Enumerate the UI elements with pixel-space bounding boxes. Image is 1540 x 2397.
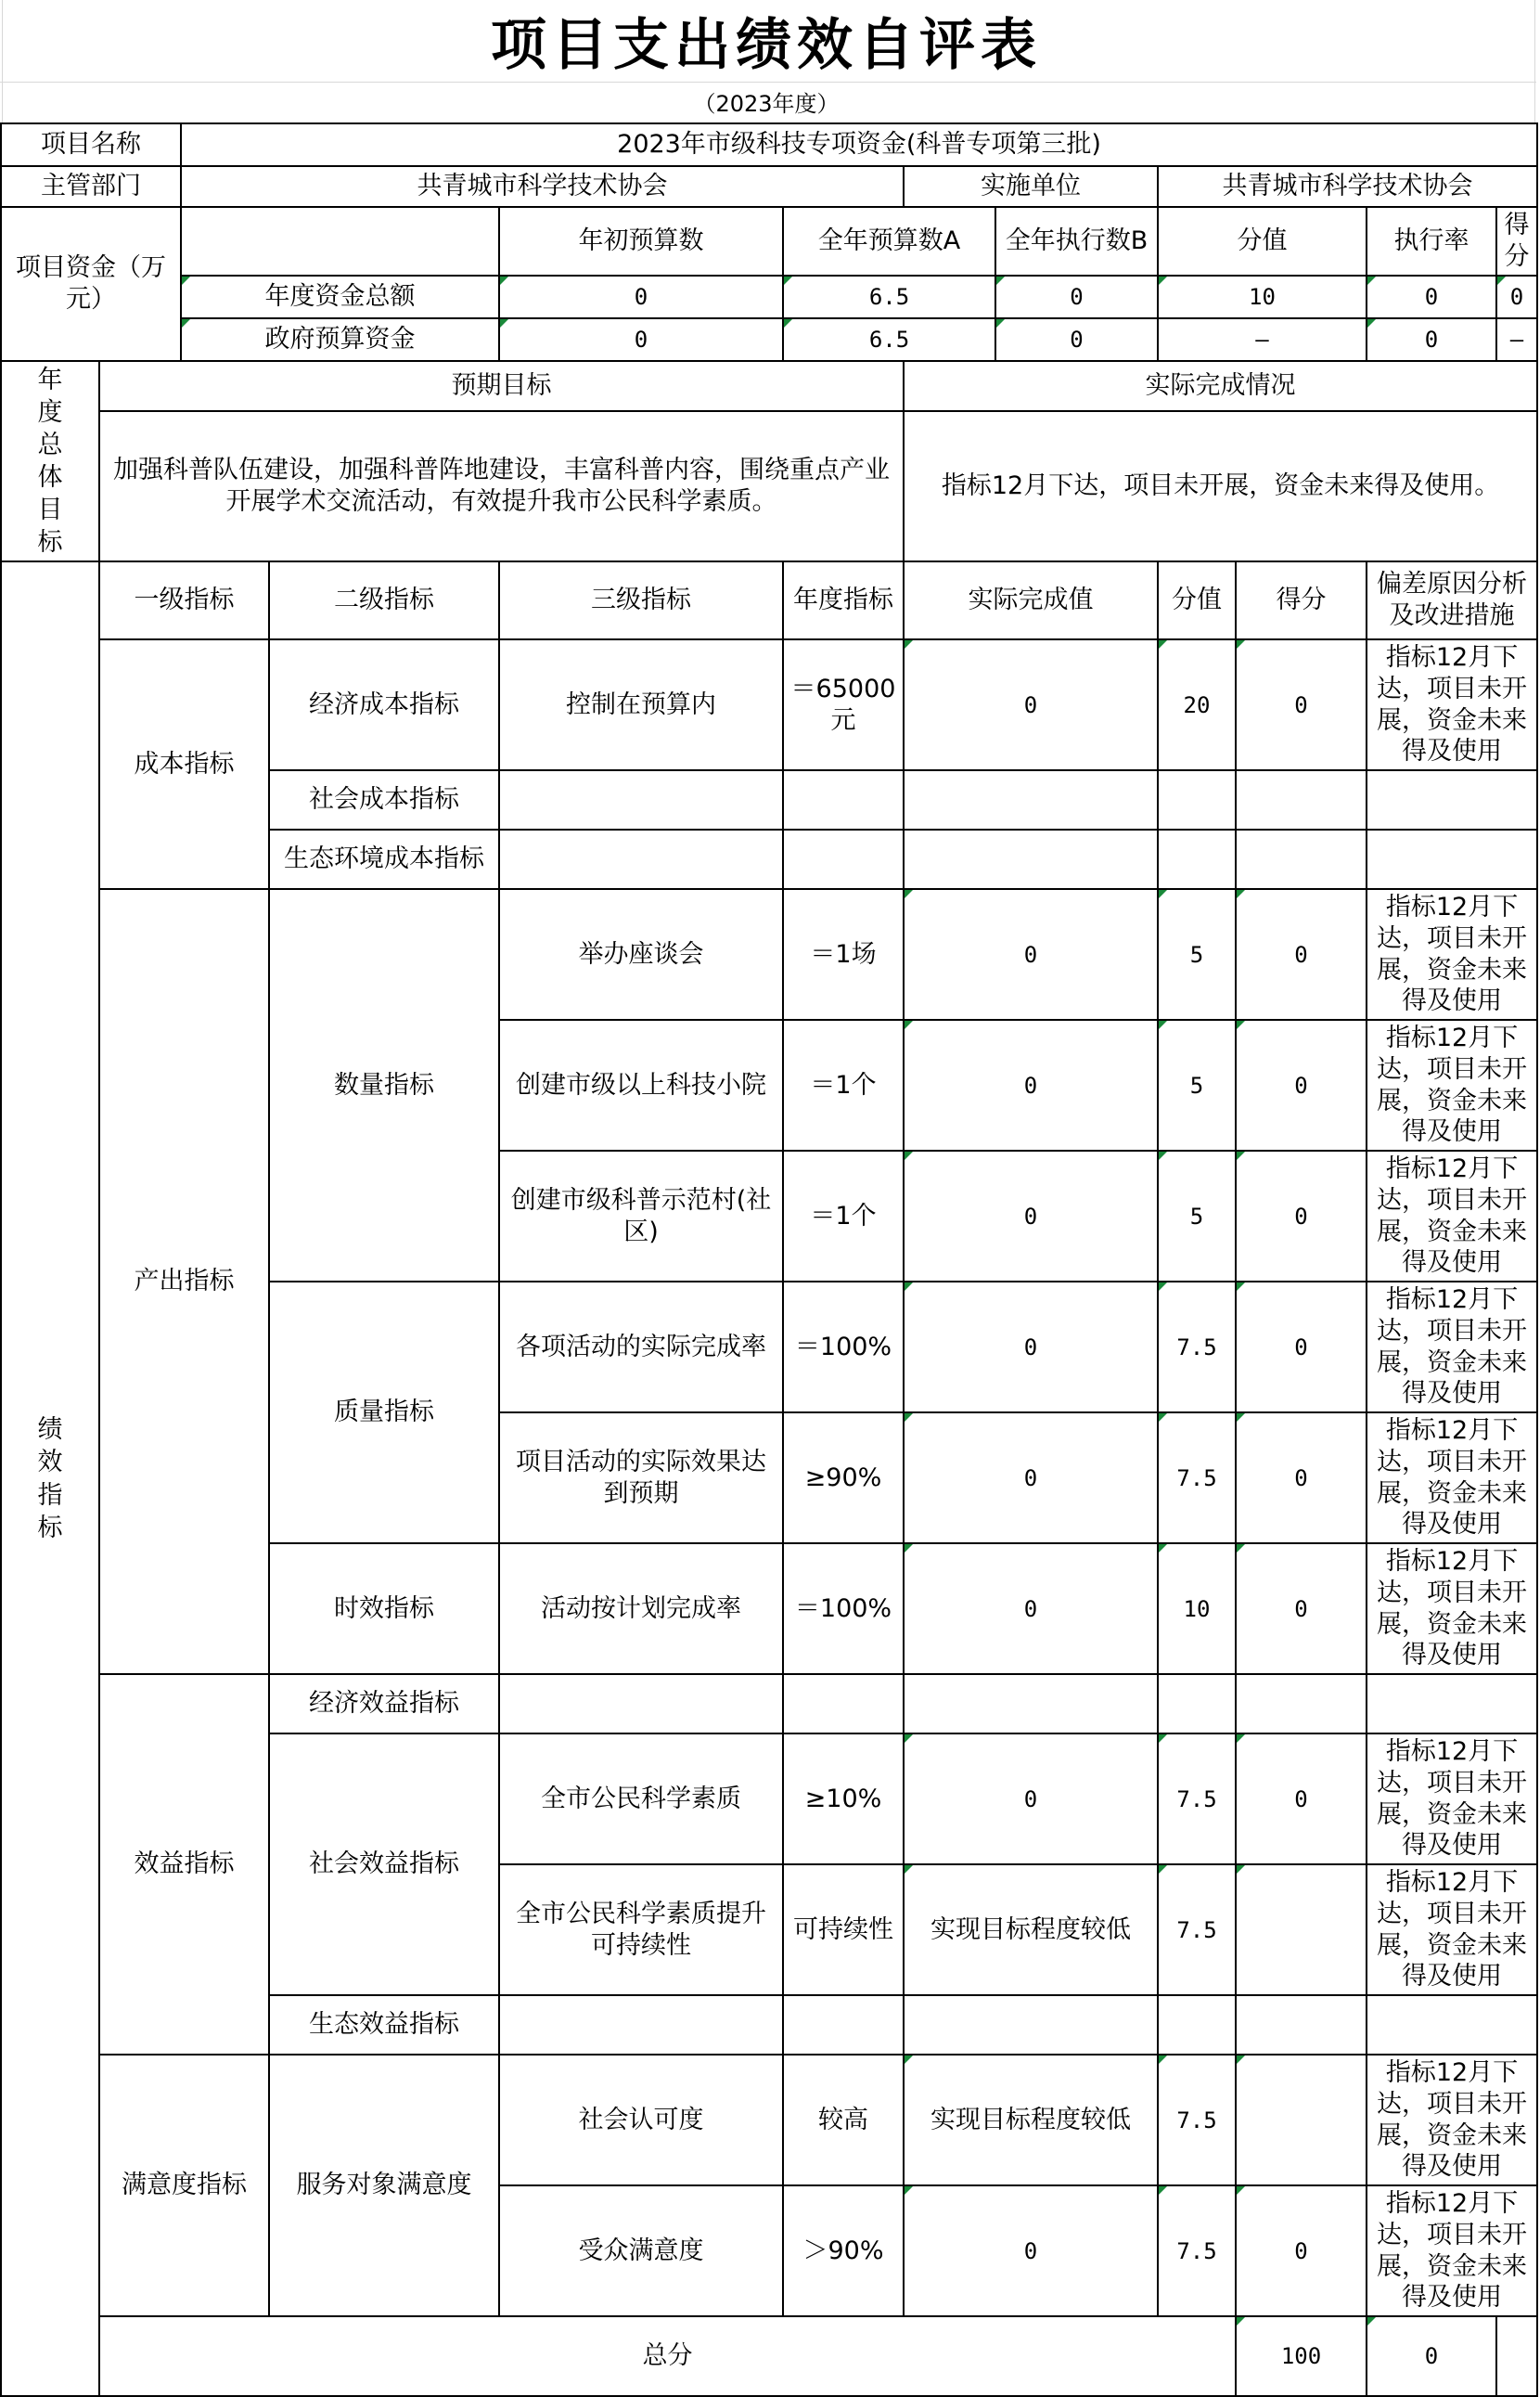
row-department xyxy=(1,166,1537,207)
table-row xyxy=(1,1674,1537,1733)
indicator-target: 较高 xyxy=(783,2055,904,2185)
row-total-score xyxy=(1,2316,1537,2396)
indicator-score-value: 7.5 xyxy=(1158,1733,1236,1864)
level1-benefit: 效益指标 xyxy=(99,1674,269,2055)
col-initial-header: 年初预算数 xyxy=(499,207,783,276)
empty-cell xyxy=(1236,1674,1367,1733)
gov-score-value: — xyxy=(1158,318,1367,361)
annual-goal-label: 年度总体目标 xyxy=(1,361,99,562)
indicator-score: 0 xyxy=(1236,889,1367,1020)
project-name-label: 项目名称 xyxy=(1,123,181,166)
total-executed: 0 xyxy=(995,276,1158,318)
funds-label: 项目资金（万元） xyxy=(1,207,181,361)
indicator-reason: 指标12月下达，项目未开展，资金未来得及使用 xyxy=(1367,2185,1537,2316)
level2-timeliness: 时效指标 xyxy=(269,1543,499,1674)
indicator-actual: 实现目标程度较低 xyxy=(904,2055,1158,2185)
indicator-target: ＝100% xyxy=(783,1543,904,1674)
level2-economic-benefit: 经济效益指标 xyxy=(269,1674,499,1733)
total-score-label: 总分 xyxy=(99,2316,1236,2396)
indicator-score: 0 xyxy=(1236,1733,1367,1864)
empty-cell xyxy=(1367,770,1537,830)
table-row xyxy=(1,2055,1537,2185)
score-header: 得分 xyxy=(1236,561,1367,639)
indicator-score-value: 5 xyxy=(1158,889,1236,1020)
indicator-actual: 0 xyxy=(904,1412,1158,1543)
total-exec-rate: 0 xyxy=(1367,276,1496,318)
level1-cost: 成本指标 xyxy=(99,639,269,889)
level2-quality: 质量指标 xyxy=(269,1282,499,1543)
grid-line xyxy=(2,0,3,122)
indicator-score: 0 xyxy=(1236,1543,1367,1674)
empty-cell xyxy=(499,1995,783,2055)
indicator-name: 举办座谈会 xyxy=(499,889,783,1020)
indicator-score-value: 10 xyxy=(1158,1543,1236,1674)
empty-cell xyxy=(1158,770,1236,830)
indicator-score: 0 xyxy=(1236,1151,1367,1282)
indicator-score-value: 7.5 xyxy=(1158,1282,1236,1412)
indicator-score-value: 7.5 xyxy=(1158,2185,1236,2316)
gov-score: — xyxy=(1496,318,1537,361)
indicator-actual: 0 xyxy=(904,1020,1158,1151)
indicator-score xyxy=(1236,1864,1367,1995)
empty-cell xyxy=(904,830,1158,889)
indicator-actual: 0 xyxy=(904,1151,1158,1282)
implementer-label: 实施单位 xyxy=(904,166,1158,207)
empty-cell xyxy=(1236,770,1367,830)
table-row xyxy=(1,889,1537,1020)
expected-goal-header: 预期目标 xyxy=(99,361,904,412)
perf-indicators-label: 绩效指标 xyxy=(1,561,99,2396)
empty-cell xyxy=(783,1995,904,2055)
gov-initial: 0 xyxy=(499,318,783,361)
self-evaluation-table xyxy=(0,122,1538,2397)
indicator-reason: 指标12月下达，项目未开展，资金未来得及使用 xyxy=(1367,2055,1537,2185)
grid-line xyxy=(0,82,1536,83)
annual-target-header: 年度指标 xyxy=(783,561,904,639)
gov-exec-rate: 0 xyxy=(1367,318,1496,361)
indicator-score-value: 20 xyxy=(1158,639,1236,770)
gov-executed: 0 xyxy=(995,318,1158,361)
actual-status-header: 实际完成情况 xyxy=(904,361,1537,412)
indicator-score-value: 7.5 xyxy=(1158,1412,1236,1543)
indicator-name: 全市公民科学素质 xyxy=(499,1733,783,1864)
empty-cell xyxy=(1367,830,1537,889)
indicator-target: ＝1场 xyxy=(783,889,904,1020)
indicator-score: 0 xyxy=(1236,1412,1367,1543)
level1-satisfaction: 满意度指标 xyxy=(99,2055,269,2316)
row-goal-header xyxy=(1,361,1537,412)
indicator-actual: 0 xyxy=(904,1733,1158,1864)
empty-cell xyxy=(783,1674,904,1733)
grid-line xyxy=(1534,0,1535,122)
indicator-target: ＝1个 xyxy=(783,1020,904,1151)
row-funds-header xyxy=(1,207,1537,276)
indicator-reason: 指标12月下达，项目未开展，资金未来得及使用 xyxy=(1367,889,1537,1020)
indicator-score-value: 7.5 xyxy=(1158,2055,1236,2185)
empty-cell xyxy=(783,770,904,830)
table-row xyxy=(1,639,1537,770)
empty-cell xyxy=(904,1995,1158,2055)
total-initial: 0 xyxy=(499,276,783,318)
empty-cell xyxy=(1158,1995,1236,2055)
level2-eco-cost: 生态环境成本指标 xyxy=(269,830,499,889)
indicator-reason: 指标12月下达，项目未开展，资金未来得及使用 xyxy=(1367,1282,1537,1412)
implementer-value: 共青城市科学技术协会 xyxy=(1158,166,1537,207)
empty-cell xyxy=(1367,1995,1537,2055)
level2-header: 二级指标 xyxy=(269,561,499,639)
report-year: （2023年度） xyxy=(693,90,840,117)
level2-social-benefit: 社会效益指标 xyxy=(269,1733,499,1995)
empty-cell xyxy=(904,1674,1158,1733)
indicator-actual: 0 xyxy=(904,889,1158,1020)
total-annual: 6.5 xyxy=(783,276,995,318)
row-gov-funds xyxy=(1,318,1537,361)
indicator-target: ≥10% xyxy=(783,1733,904,1864)
indicator-name: 项目活动的实际效果达到预期 xyxy=(499,1412,783,1543)
indicator-actual: 实现目标程度较低 xyxy=(904,1864,1158,1995)
indicator-reason: 指标12月下达，项目未开展，资金未来得及使用 xyxy=(1367,1020,1537,1151)
indicator-score-value: 7.5 xyxy=(1158,1864,1236,1995)
indicator-name: 全市公民科学素质提升可持续性 xyxy=(499,1864,783,1995)
indicator-reason: 指标12月下达，项目未开展，资金未来得及使用 xyxy=(1367,1151,1537,1282)
indicator-reason: 指标12月下达，项目未开展，资金未来得及使用 xyxy=(1367,1543,1537,1674)
col-exec-rate-header: 执行率 xyxy=(1367,207,1496,276)
indicator-score: 0 xyxy=(1236,2185,1367,2316)
empty-cell xyxy=(1236,1995,1367,2055)
indicator-name: 活动按计划完成率 xyxy=(499,1543,783,1674)
total-score-value: 10 xyxy=(1158,276,1367,318)
indicator-target: ＝65000元 xyxy=(783,639,904,770)
row-project-name xyxy=(1,123,1537,166)
indicator-score: 0 xyxy=(1236,1020,1367,1151)
indicator-target: ＝100% xyxy=(783,1282,904,1412)
empty-cell xyxy=(499,1674,783,1733)
indicator-name: 各项活动的实际完成率 xyxy=(499,1282,783,1412)
level2-economic-cost: 经济成本指标 xyxy=(269,639,499,770)
indicator-score: 0 xyxy=(1236,1282,1367,1412)
total-score: 0 xyxy=(1496,276,1537,318)
actual-status-text: 指标12月下达，项目未开展，资金未来得及使用。 xyxy=(904,411,1537,561)
row-indicator-header xyxy=(1,561,1537,639)
indicator-reason: 指标12月下达，项目未开展，资金未来得及使用 xyxy=(1367,1412,1537,1543)
level1-header: 一级指标 xyxy=(99,561,269,639)
indicator-name: 创建市级科普示范村(社区) xyxy=(499,1151,783,1282)
level1-output: 产出指标 xyxy=(99,889,269,1674)
empty-cell xyxy=(1158,830,1236,889)
empty-cell xyxy=(1236,830,1367,889)
indicator-score-value: 5 xyxy=(1158,1151,1236,1282)
empty-cell xyxy=(1496,2316,1537,2396)
indicator-target: ＞90% xyxy=(783,2185,904,2316)
level2-eco-benefit: 生态效益指标 xyxy=(269,1995,499,2055)
empty-cell xyxy=(499,830,783,889)
indicator-score-value: 5 xyxy=(1158,1020,1236,1151)
indicator-name: 控制在预算内 xyxy=(499,639,783,770)
indicator-reason: 指标12月下达，项目未开展，资金未来得及使用 xyxy=(1367,1864,1537,1995)
page-title: 项目支出绩效自评表 xyxy=(491,13,1042,78)
indicator-actual: 0 xyxy=(904,1282,1158,1412)
indicator-reason: 指标12月下达，项目未开展，资金未来得及使用 xyxy=(1367,639,1537,770)
indicator-target: ＝1个 xyxy=(783,1151,904,1282)
department-value: 共青城市科学技术协会 xyxy=(181,166,904,207)
col-executed-header: 全年执行数B xyxy=(995,207,1158,276)
indicator-actual: 0 xyxy=(904,639,1158,770)
indicator-actual: 0 xyxy=(904,1543,1158,1674)
level2-social-cost: 社会成本指标 xyxy=(269,770,499,830)
indicator-name: 受众满意度 xyxy=(499,2185,783,2316)
indicator-score xyxy=(1236,2055,1367,2185)
indicator-score: 0 xyxy=(1236,639,1367,770)
score-value-header: 分值 xyxy=(1158,561,1236,639)
gov-funds-label: 政府预算资金 xyxy=(181,318,499,361)
col-annual-header: 全年预算数A xyxy=(783,207,995,276)
empty-cell xyxy=(499,770,783,830)
actual-value-header: 实际完成值 xyxy=(904,561,1158,639)
row-goal-content xyxy=(1,411,1537,561)
indicator-actual: 0 xyxy=(904,2185,1158,2316)
indicator-name: 创建市级以上科技小院 xyxy=(499,1020,783,1151)
empty-cell xyxy=(904,770,1158,830)
col-score-header: 得分 xyxy=(1496,207,1537,276)
row-total-funds xyxy=(1,276,1537,318)
total-score-value: 100 xyxy=(1236,2316,1367,2396)
indicator-target: 可持续性 xyxy=(783,1864,904,1995)
level2-service-satisfaction: 服务对象满意度 xyxy=(269,2055,499,2316)
expected-goal-text: 加强科普队伍建设，加强科普阵地建设，丰富科普内容，围绕重点产业开展学术交流活动，有效提升我市公民科学素质。 xyxy=(99,411,904,561)
col-score-value-header: 分值 xyxy=(1158,207,1367,276)
level2-quantity: 数量指标 xyxy=(269,889,499,1282)
department-label: 主管部门 xyxy=(1,166,181,207)
funds-blank xyxy=(181,207,499,276)
empty-cell xyxy=(783,830,904,889)
deviation-header: 偏差原因分析及改进措施 xyxy=(1367,561,1537,639)
project-name-value: 2023年市级科技专项资金(科普专项第三批) xyxy=(181,123,1537,166)
empty-cell xyxy=(1158,1674,1236,1733)
indicator-target: ≥90% xyxy=(783,1412,904,1543)
total-funds-label: 年度资金总额 xyxy=(181,276,499,318)
empty-cell xyxy=(1367,1674,1537,1733)
gov-annual: 6.5 xyxy=(783,318,995,361)
total-score: 0 xyxy=(1367,2316,1496,2396)
level3-header: 三级指标 xyxy=(499,561,783,639)
indicator-reason: 指标12月下达，项目未开展，资金未来得及使用 xyxy=(1367,1733,1537,1864)
indicator-name: 社会认可度 xyxy=(499,2055,783,2185)
